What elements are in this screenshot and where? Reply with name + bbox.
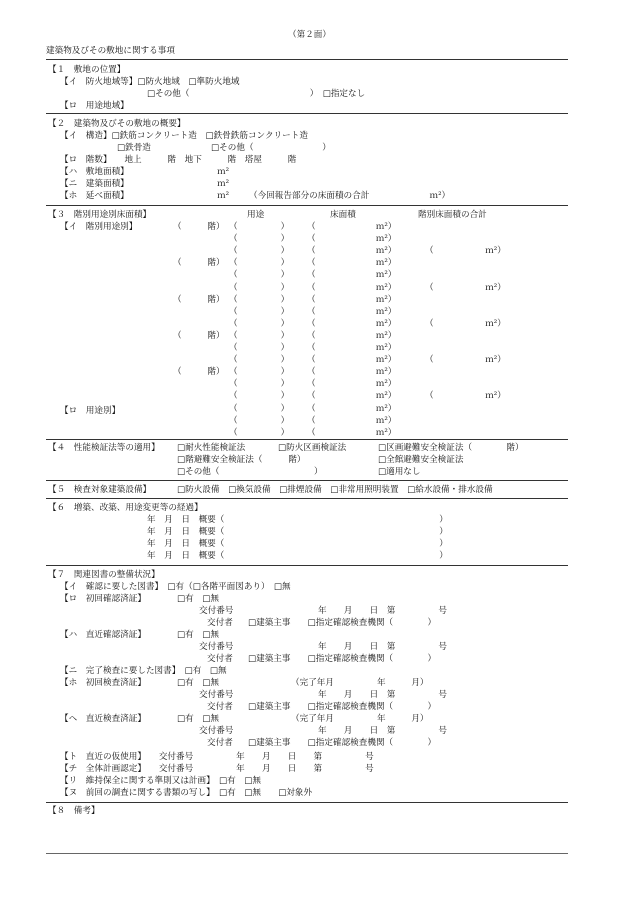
s3-use-cell: （ ） <box>229 428 290 438</box>
s2-structure-other: □鉄骨造 □その他（ ） <box>117 143 331 153</box>
issuer-label: 交付者 <box>207 738 233 748</box>
s1-fire-zone: 【イ 防火地域等】□防火地域 □準防火地域 <box>60 77 240 87</box>
s3-use-cell: （ ） <box>229 295 290 305</box>
unit-m2: ｍ² <box>217 179 230 189</box>
divider <box>46 59 568 60</box>
s3-floor-cell: （ 階） <box>173 258 225 268</box>
s3-col-area: 床面積 <box>330 210 356 220</box>
s6-history-row: 年 月 日 概要（ ） <box>147 515 448 525</box>
yes-no: □有 □無 <box>177 630 220 640</box>
divider <box>46 802 568 803</box>
s3-use-cell: （ ） <box>229 319 290 329</box>
s4-fire-compartment: □防火区画検証法 <box>278 443 347 453</box>
s3-use-cell: （ ） <box>229 258 290 268</box>
issuer-label: 交付者 <box>207 654 233 664</box>
s2-floors: 【ロ 階数】 地上 階 地下 階 塔屋 階 <box>60 155 297 165</box>
s3-floor-cell: （ 階） <box>173 295 225 305</box>
s4-zone-evac: □区画避難安全検証法（ 階） <box>378 443 524 453</box>
s3-area-cell: （ ｍ²） <box>307 428 397 438</box>
s6-history-row: 年 月 日 概要（ ） <box>147 527 448 537</box>
issuer-options: □建築主事 □指定確認検査機関（ ） <box>248 738 437 748</box>
s3-use-cell: （ ） <box>229 307 290 317</box>
s4-not-applied: □適用なし <box>378 467 421 477</box>
s7-maintenance-rules: 【リ 維持保全に関する準則又は計画】 □有 □無 <box>60 776 262 786</box>
s3-col-total: 階別床面積の合計 <box>418 210 487 220</box>
issue-date: 年 月 日 第 号 <box>318 606 447 616</box>
s2-heading: 【２ 建築物及びその敷地の概要】 <box>48 119 186 129</box>
s3-area-cell: （ ｍ²） <box>307 270 397 280</box>
s3-floor-total-cell: （ ｍ²） <box>425 246 506 256</box>
s3-area-cell: （ ｍ²） <box>307 234 397 244</box>
s3-use-cell: （ ） <box>229 283 290 293</box>
s3-area-cell: （ ｍ²） <box>307 319 397 329</box>
s3-by-use-label: 【ロ 用途別】 <box>60 406 121 416</box>
issuer-label: 交付者 <box>207 702 233 712</box>
s3-use-cell: （ ） <box>229 404 290 414</box>
s3-floor-total-cell: （ ｍ²） <box>425 319 506 329</box>
s4-building-evac: □全館避難安全検証法 <box>378 455 464 465</box>
s3-floor-total-cell: （ ｍ²） <box>425 355 506 365</box>
s5-heading: 【５ 検査対象建築設備】 <box>48 485 152 495</box>
divider <box>46 439 568 440</box>
s3-floor-total-cell: （ ｍ²） <box>425 283 506 293</box>
s3-area-cell: （ ｍ²） <box>307 222 397 232</box>
unit-m2: ｍ² <box>217 191 230 201</box>
issuer-options: □建築主事 □指定確認検査機関（ ） <box>248 654 437 664</box>
issue-number-label: 交付番号 <box>199 726 234 736</box>
s3-use-cell: （ ） <box>229 367 290 377</box>
s3-use-cell: （ ） <box>229 416 290 426</box>
issue-date: 年 月 日 第 号 <box>318 642 447 652</box>
s3-col-use: 用途 <box>247 210 265 220</box>
s5-equipment: □防火設備 □換気設備 □排煙設備 □非常用照明装置 □給水設備・排水設備 <box>177 485 493 495</box>
issue-number-label: 交付番号 <box>199 642 234 652</box>
yes-no: □有 □無 <box>177 594 220 604</box>
s7-completion-docs: 【ニ 完了検査に要した図書】 □有 □無 <box>60 666 227 676</box>
s2-partial-area-note: （今回報告部分の床面積の合計 ｍ²） <box>249 191 451 201</box>
s3-floor-cell: （ 階） <box>173 367 225 377</box>
s3-use-cell: （ ） <box>229 234 290 244</box>
s2-structure: 【イ 構造】□鉄筋コンクリート造 □鉄骨鉄筋コンクリート造 <box>60 131 308 141</box>
s4-fire-resist: □耐火性能検証法 <box>177 443 246 453</box>
s1-heading: 【１ 敷地の位置】 <box>48 65 126 75</box>
completion-month: （完了年月 年 月） <box>291 714 429 724</box>
divider <box>46 480 568 481</box>
s3-floor-cell: （ 階） <box>173 331 225 341</box>
s3-area-cell: （ ｍ²） <box>307 355 397 365</box>
s6-history-row: 年 月 日 概要（ ） <box>147 551 448 561</box>
divider <box>46 113 568 114</box>
s3-area-cell: （ ｍ²） <box>307 246 397 256</box>
issuer-label: 交付者 <box>207 618 233 628</box>
s3-by-floor-label: 【イ 階別用途別】 <box>60 222 138 232</box>
s3-area-cell: （ ｍ²） <box>307 379 397 389</box>
s3-area-cell: （ ｍ²） <box>307 283 397 293</box>
s3-area-cell: （ ｍ²） <box>307 416 397 426</box>
s1-use-zone: 【ロ 用途地域】 <box>60 101 129 111</box>
s4-heading: 【４ 性能検証法等の適用】 <box>48 443 160 453</box>
s3-area-cell: （ ｍ²） <box>307 391 397 401</box>
issue-number-label: 交付番号 <box>199 606 234 616</box>
yes-no: □有 □無 <box>177 714 220 724</box>
divider <box>46 565 568 566</box>
s3-use-cell: （ ） <box>229 355 290 365</box>
s7-previous-survey: 【ヌ 前回の調査に関する書類の写し】 □有 □無 □対象外 <box>60 788 313 798</box>
unit-m2: ｍ² <box>217 167 230 177</box>
s8-heading: 【８ 備考】 <box>48 806 100 816</box>
s3-heading: 【３ 階別用途別床面積】 <box>48 210 152 220</box>
yes-no: □有 □無 <box>177 678 220 688</box>
document-title: 建築物及びその敷地に関する事項 <box>46 46 175 56</box>
issuer-options: □建築主事 □指定確認検査機関（ ） <box>248 618 437 628</box>
s7-first-confirm: 【ロ 初回確認済証】 <box>60 594 146 604</box>
s6-history-row: 年 月 日 概要（ ） <box>147 539 448 549</box>
s3-use-cell: （ ） <box>229 222 290 232</box>
page-number: （第２面） <box>288 30 331 40</box>
completion-month: （完了年月 年 月） <box>291 678 429 688</box>
s7-latest-inspection: 【ヘ 直近検査済証】 <box>60 714 146 724</box>
s4-other: □その他（ ） <box>177 467 323 477</box>
s3-area-cell: （ ｍ²） <box>307 307 397 317</box>
s3-floor-total-cell: （ ｍ²） <box>425 391 506 401</box>
s3-use-cell: （ ） <box>229 331 290 341</box>
issue-number-label: 交付番号 <box>199 690 234 700</box>
s3-use-cell: （ ） <box>229 343 290 353</box>
divider <box>46 205 568 206</box>
s3-area-cell: （ ｍ²） <box>307 404 397 414</box>
s2-site-area: 【ハ 敷地面積】 <box>60 167 129 177</box>
s7-temporary-use: 【ト 直近の仮使用】 交付番号 年 月 日 第 号 <box>60 752 374 762</box>
s7-heading: 【７ 関連図書の整備状況】 <box>48 570 160 580</box>
s7-first-inspection: 【ホ 初回検査済証】 <box>60 678 146 688</box>
s3-use-cell: （ ） <box>229 391 290 401</box>
issuer-options: □建築主事 □指定確認検査機関（ ） <box>248 702 437 712</box>
s3-area-cell: （ ｍ²） <box>307 343 397 353</box>
s4-floor-evac: □階避難安全検証法（ 階） <box>177 455 306 465</box>
s2-building-area: 【ニ 建築面積】 <box>60 179 129 189</box>
s7-latest-confirm: 【ハ 直近確認済証】 <box>60 630 146 640</box>
s3-use-cell: （ ） <box>229 379 290 389</box>
s3-area-cell: （ ｍ²） <box>307 258 397 268</box>
s3-use-cell: （ ） <box>229 246 290 256</box>
s3-area-cell: （ ｍ²） <box>307 331 397 341</box>
divider <box>46 853 568 854</box>
s1-fire-zone-other: □その他（ ） □指定なし <box>147 89 366 99</box>
divider <box>46 498 568 499</box>
s7-overall-plan: 【チ 全体計画認定】 交付番号 年 月 日 第 号 <box>60 764 374 774</box>
issue-date: 年 月 日 第 号 <box>318 726 447 736</box>
s7-confirm-docs: 【イ 確認に要した図書】 □有（□各階平面図あり） □無 <box>60 582 291 592</box>
s3-use-cell: （ ） <box>229 270 290 280</box>
s3-floor-cell: （ 階） <box>173 222 225 232</box>
s3-area-cell: （ ｍ²） <box>307 295 397 305</box>
issue-date: 年 月 日 第 号 <box>318 690 447 700</box>
s2-total-floor-area: 【ホ 延べ面積】 <box>60 191 129 201</box>
s3-area-cell: （ ｍ²） <box>307 367 397 377</box>
s6-heading: 【６ 増築、改築、用途変更等の経過】 <box>48 503 203 513</box>
